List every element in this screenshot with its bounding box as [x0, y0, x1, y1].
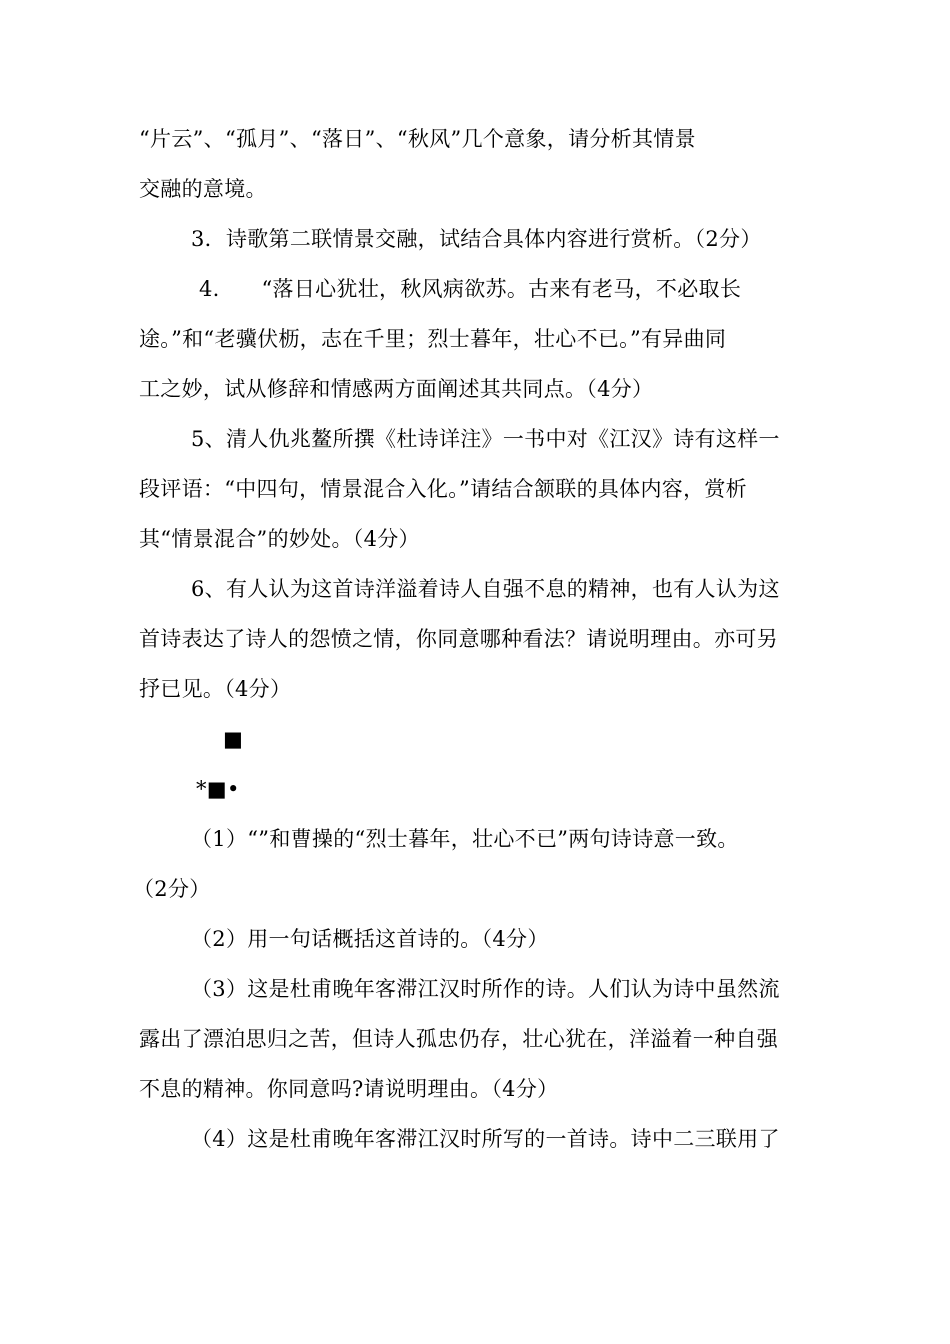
text-line: “片云”、“孤月”、“落日”、“秋风”几个意象，请分析其情景: [139, 127, 696, 151]
question-5-line: 段评语：“中四句，情景混合入化。”请结合颔联的具体内容，赏析: [139, 477, 747, 501]
sub-question-1-line: （1）“”和曹操的“烈士暮年，壮心不已”两句诗诗意一致。: [191, 827, 739, 851]
text-line: 交融的意境。: [139, 177, 267, 201]
sub-question-2: （2）用一句话概括这首诗的。（4分）: [191, 927, 549, 951]
sub-question-1-line: （2分）: [133, 877, 211, 901]
sub-question-3-line: 不息的精神。你同意吗?请说明理由。（4分）: [139, 1077, 559, 1101]
question-6-line: 6、有人认为这首诗洋溢着诗人自强不息的精神，也有人认为这: [191, 577, 780, 601]
document-body: [133, 114, 819, 1164]
sub-question-3-line: 露出了漂泊思归之苦，但诗人孤忠仍存，壮心犹在，洋溢着一种自强: [139, 1027, 778, 1051]
asterisk-square-mark: *■•: [196, 777, 240, 801]
sub-question-4-line: （4）这是杜甫晚年客滞江汉时所写的一首诗。诗中二三联用了: [191, 1127, 780, 1151]
question-3: 3．诗歌第二联情景交融，试结合具体内容进行赏析。（2分）: [191, 227, 762, 251]
sub-question-3-line: （3）这是杜甫晚年客滞江汉时所作的诗。人们认为诗中虽然流: [191, 977, 780, 1001]
square-mark: ■: [223, 727, 244, 751]
question-4-line: 4. “落日心犹壮，秋风病欲苏。古来有老马，不必取长: [199, 277, 742, 301]
question-6-line: 首诗表达了诗人的怨愤之情，你同意哪种看法？请说明理由。亦可另: [139, 627, 778, 651]
question-6-line: 抒已见。（4分）: [139, 677, 292, 701]
question-4-line: 工之妙，试从修辞和情感两方面阐述其共同点。（4分）: [139, 377, 654, 401]
question-5-line: 5、清人仇兆鳌所撰《杜诗详注》一书中对《江汉》诗有这样一: [191, 427, 780, 451]
question-4-line: 途。”和“老骥伏枥，志在千里；烈士暮年，壮心不已。”有异曲同: [139, 327, 727, 351]
question-5-line: 其“情景混合”的妙处。（4分）: [139, 527, 420, 551]
